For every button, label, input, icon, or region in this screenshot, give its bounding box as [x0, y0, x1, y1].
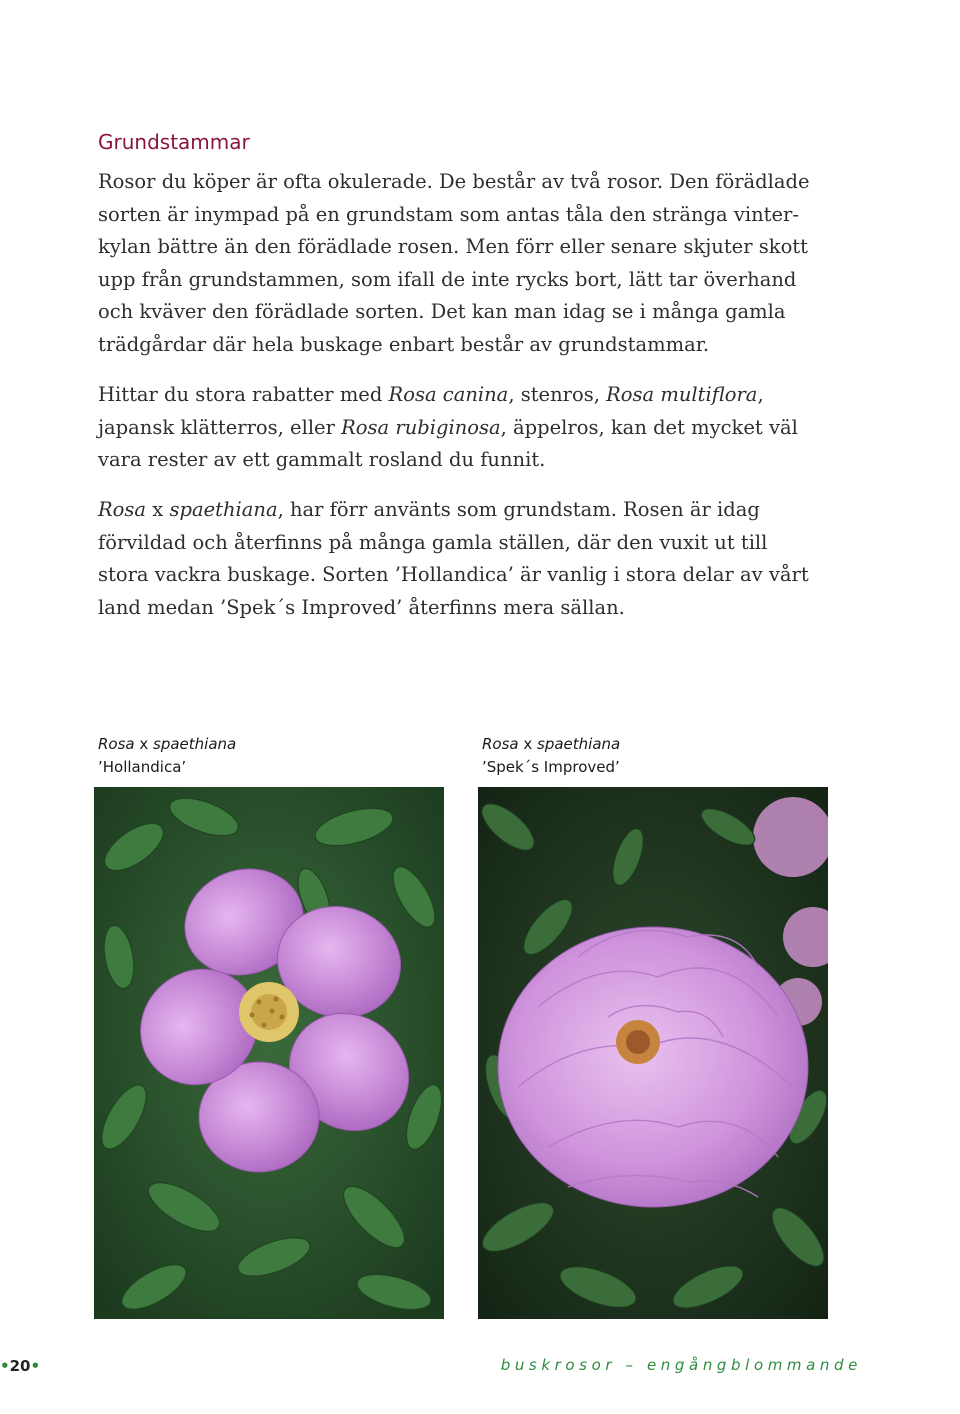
- photo-rose-speks-improved: [478, 787, 828, 1319]
- text-line: sorten är inympad på en grundstam som antas tåla den stränga vinter-: [98, 202, 799, 226]
- genus-name: Rosa: [98, 498, 147, 521]
- genus-name: Rosa: [98, 735, 135, 753]
- caption-species-line: [482, 733, 620, 756]
- text-run: japansk klätterros, eller: [98, 415, 342, 439]
- text-run: , stenros,: [508, 383, 607, 406]
- species-name: Rosa canina: [388, 383, 509, 406]
- bullet-icon: •: [0, 1357, 10, 1375]
- rose-double-flower-image: [478, 787, 828, 1319]
- text-line: [98, 412, 838, 445]
- text-line: och kväver den förädlade sorten. Det kan man idag se i många gamla: [98, 300, 786, 323]
- running-title: buskrosor – engångblommande: [500, 1356, 862, 1374]
- text-run: Hittar du stora rabatter med: [98, 383, 389, 406]
- figure-caption-hollandica: [98, 733, 236, 779]
- page-number-value: 20: [9, 1357, 31, 1375]
- text-line: förvildad och återfinns på många gamla ställen, där den vuxit ut till: [98, 530, 768, 554]
- text-line: [98, 379, 838, 412]
- page-number: [0, 1357, 40, 1375]
- text-line: Rosor du köper är ofta okulerade. De består av två rosor. Den förädlade: [98, 170, 810, 193]
- text-line: trädgårdar där hela buskage enbart består av grundstammar.: [98, 332, 710, 356]
- hybrid-mark: x: [518, 735, 538, 753]
- paragraph-spaethiana: [98, 494, 838, 624]
- cultivar-name: ’Hollandica’: [98, 758, 187, 776]
- rose-single-flower-image: [94, 787, 444, 1319]
- text-run: ,: [757, 383, 764, 406]
- bullet-icon: •: [30, 1357, 41, 1375]
- text-line: land medan ’Spek´s Improved’ återfinns mera sällan.: [98, 595, 625, 619]
- hybrid-mark: x: [134, 735, 154, 753]
- genus-name: Rosa: [482, 735, 519, 753]
- caption-species-line: [98, 733, 236, 756]
- paragraph-grundstammar: [98, 166, 838, 361]
- text-line: stora vackra buskage. Sorten ’Hollandica’ är vanlig i stora delar av vårt: [98, 563, 809, 586]
- figure-caption-speks-improved: [482, 733, 620, 779]
- text-run: x: [146, 498, 170, 521]
- section-heading: Grundstammar: [98, 130, 250, 154]
- cultivar-name: ’Spek´s Improved’: [482, 758, 620, 776]
- species-name: Rosa rubiginosa: [341, 415, 501, 439]
- text-run: , har förr använts som grundstam. Rosen är idag: [277, 498, 760, 521]
- species-name: spaethiana: [169, 498, 278, 521]
- text-run: , äppelros, kan det mycket väl: [500, 415, 798, 439]
- text-line: kylan bättre än den förädlade rosen. Men förr eller senare skjuter skott: [98, 235, 808, 258]
- species-name: Rosa multiflora: [606, 383, 758, 406]
- text-line: [98, 494, 838, 527]
- species-name: spaethiana: [537, 735, 621, 753]
- text-line: upp från grundstammen, som ifall de inte rycks bort, lätt tar överhand: [98, 267, 797, 291]
- species-name: spaethiana: [153, 735, 237, 753]
- photo-rose-hollandica: [94, 787, 444, 1319]
- paragraph-rosland: [98, 379, 838, 477]
- text-line: vara rester av ett gammalt rosland du funnit.: [98, 448, 546, 471]
